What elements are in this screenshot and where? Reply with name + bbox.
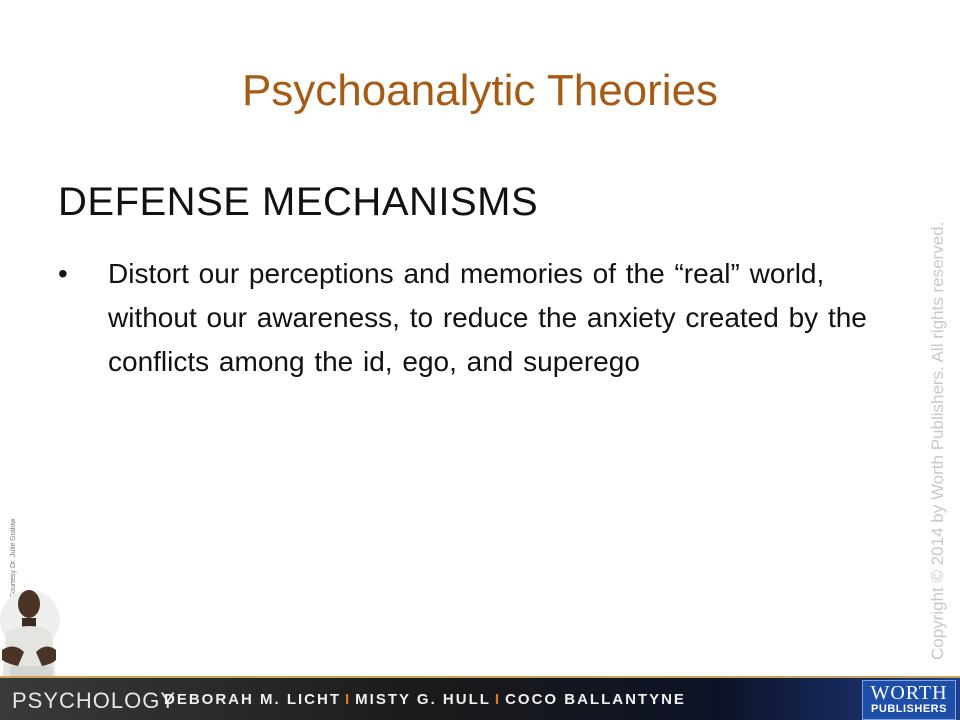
author-separator: I xyxy=(494,691,502,708)
publisher-logo xyxy=(862,680,956,720)
bullet-text: Distort our perceptions and memories of the “real” world, without our awareness, to reduce the anxiety created by the conflicts among the id, ego, and superego xyxy=(108,258,867,377)
bullet-marker: • xyxy=(58,258,68,289)
photo-credit: Courtesy Dr. Julie Gralow xyxy=(10,518,17,598)
author-name: MISTY G. HULL xyxy=(355,691,491,708)
slide-title: Psychoanalytic Theories xyxy=(241,66,719,115)
authors-line xyxy=(164,691,686,708)
publisher-logo-line2: PUBLISHERS xyxy=(871,703,947,715)
footer-divider xyxy=(0,676,960,678)
section-heading: DEFENSE MECHANISMS xyxy=(58,180,539,224)
publisher-logo-line1: WORTH xyxy=(870,682,948,704)
author-separator: I xyxy=(345,691,352,708)
author-name: DEBORAH M. LICHT xyxy=(164,691,341,708)
author-name: COCO BALLANTYNE xyxy=(505,691,686,708)
bullet-item xyxy=(58,252,878,384)
bullet-list xyxy=(58,252,878,384)
book-title-logo: PSYCHOLOGY xyxy=(12,688,177,713)
person-photo xyxy=(0,580,62,684)
copyright-notice: Copyright © 2014 by Worth Publishers. All rights reserved. xyxy=(928,221,947,660)
